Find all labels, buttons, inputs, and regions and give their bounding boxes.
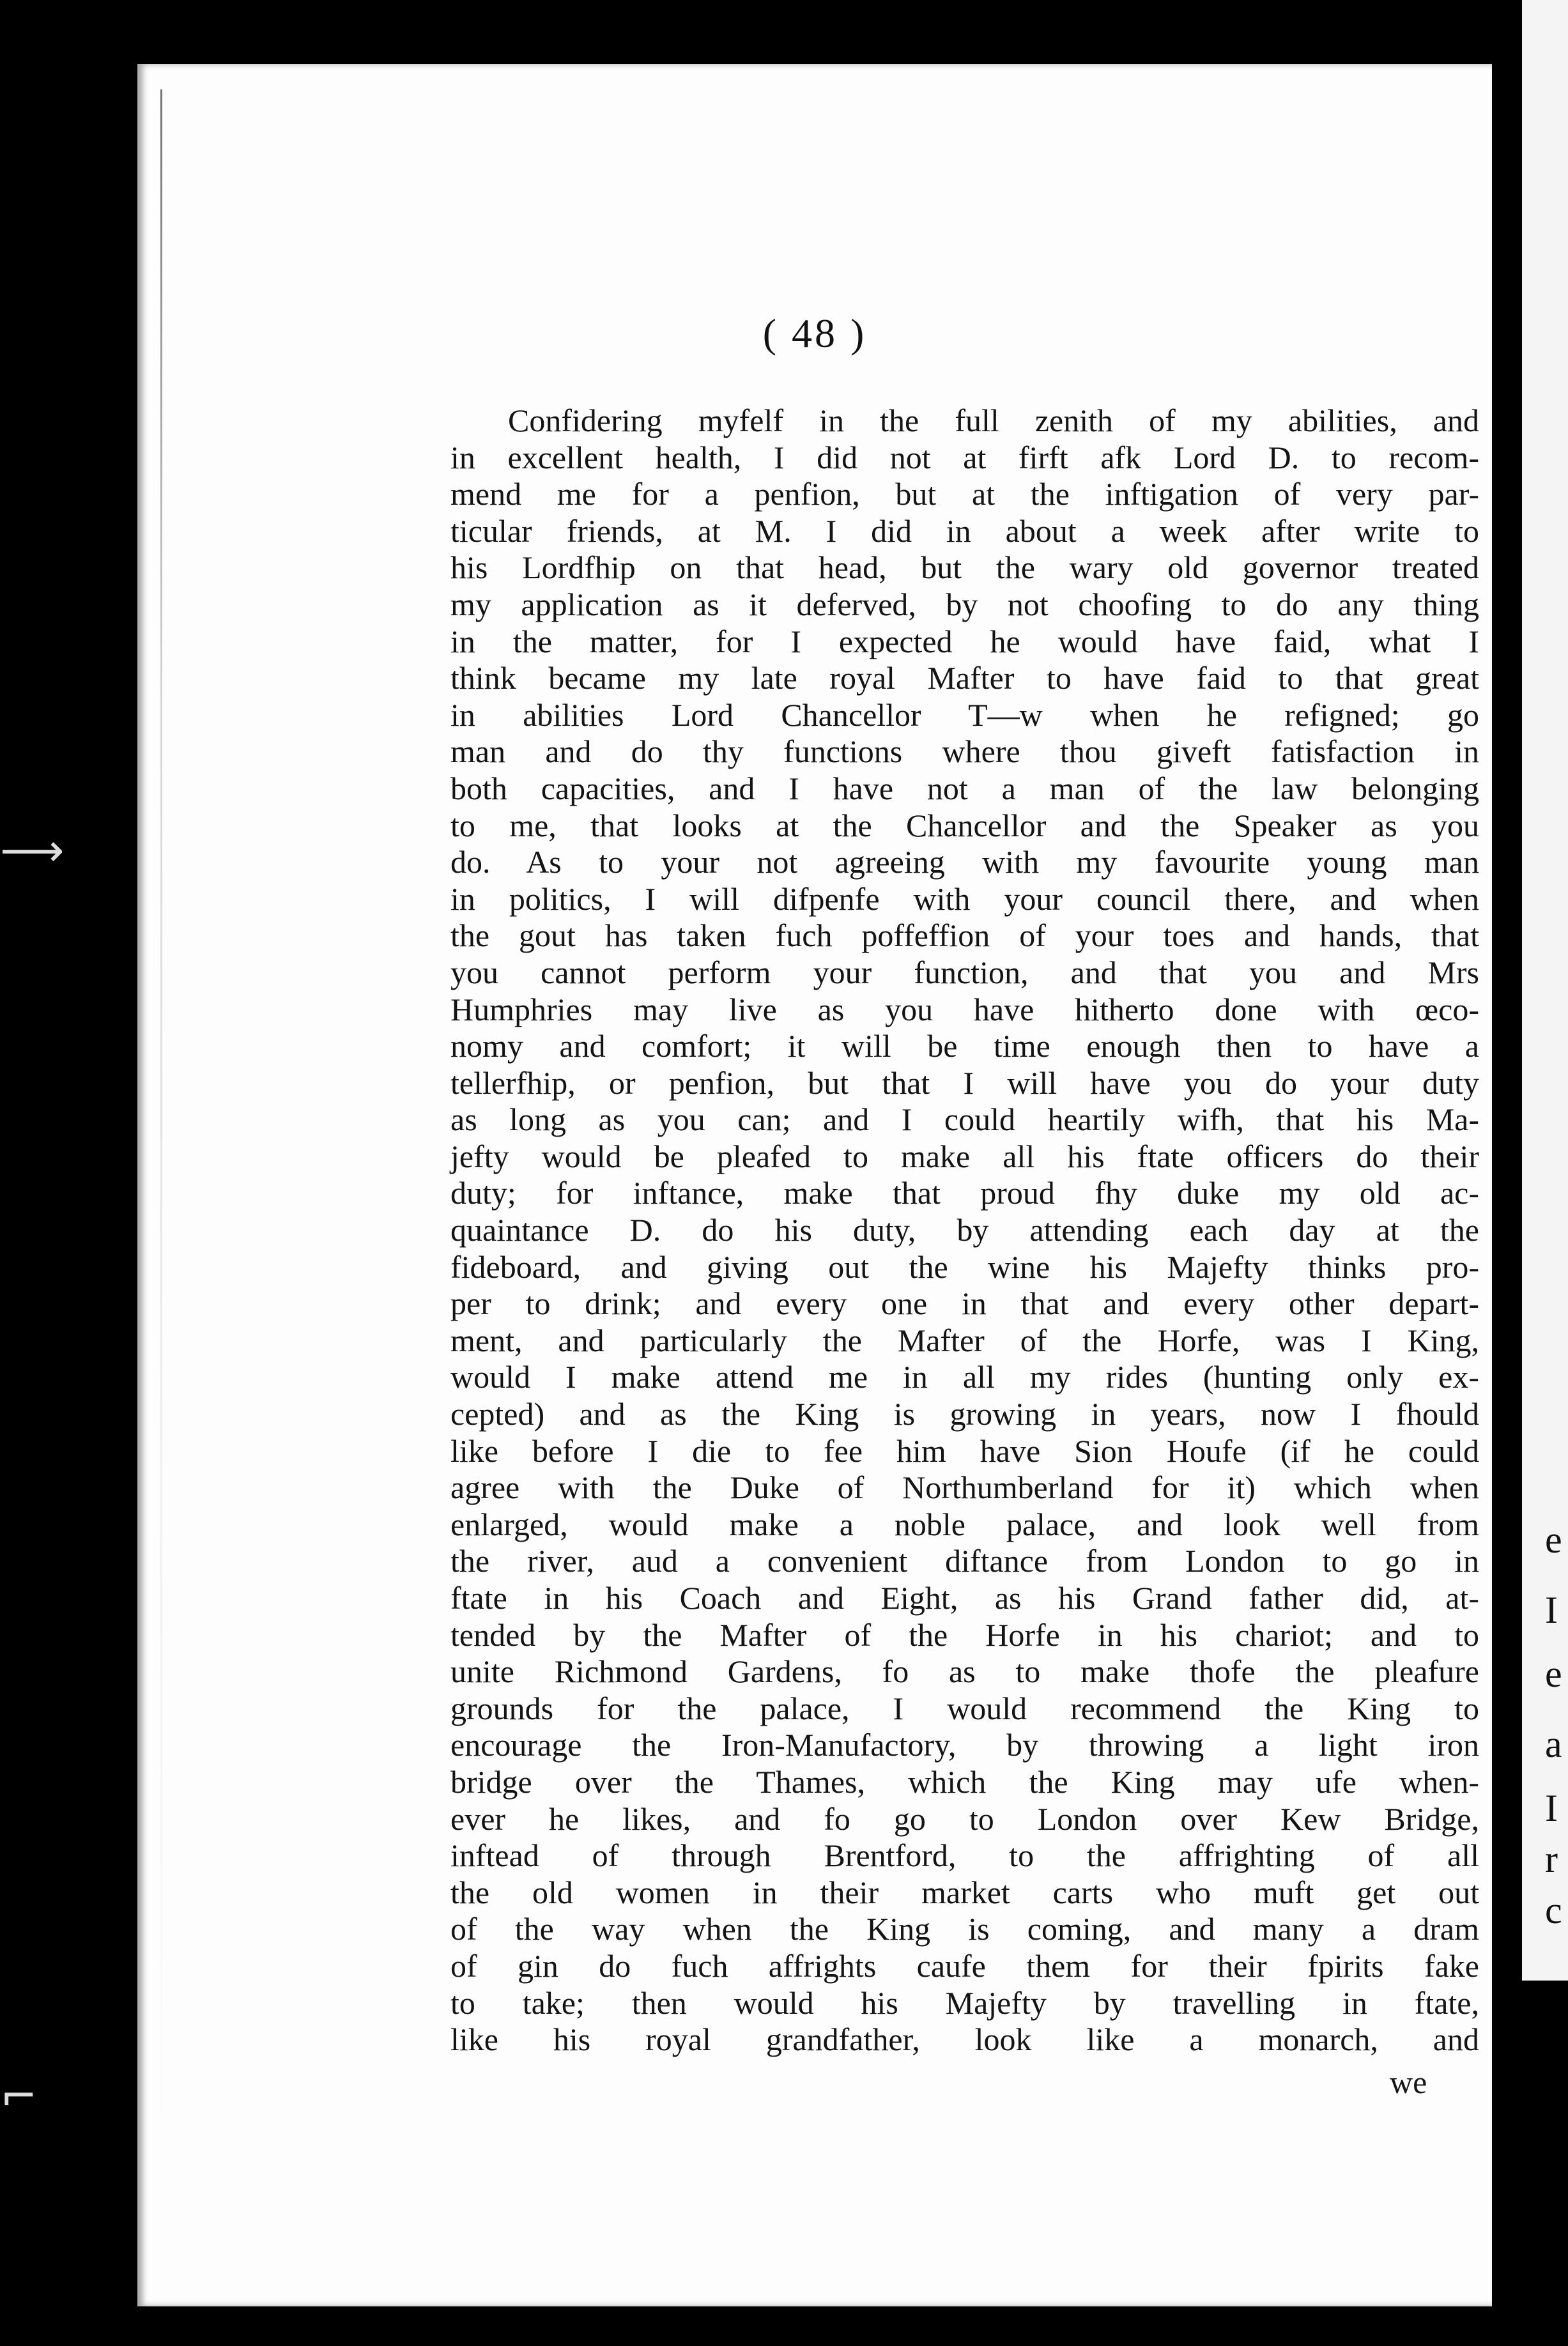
text-line: of the way when the King is coming, and many a dram xyxy=(450,1911,1479,1947)
text-line: Humphries may live as you have hitherto done with œco- xyxy=(450,991,1479,1027)
text-line: fideboard, and giving out the wine his Majefty thinks pro- xyxy=(450,1248,1479,1285)
text-line: jefty would be pleafed to make all his ftate officers do their xyxy=(450,1138,1479,1174)
facing-page-edge xyxy=(1522,0,1568,1981)
facing-page-fragment: r xyxy=(1545,1838,1558,1880)
facing-page-fragment: c xyxy=(1545,1889,1562,1931)
text-line: quaintance D. do his duty, by attending each day at the xyxy=(450,1212,1479,1248)
text-line: duty; for inftance, make that proud fhy duke my old ac- xyxy=(450,1175,1479,1211)
text-line: like his royal grandfather, look like a monarch, and xyxy=(450,2021,1479,2058)
text-line: do. As to your not agreeing with my favourite young man xyxy=(450,844,1479,880)
text-line: of gin do fuch affrights caufe them for their fpirits fake xyxy=(450,1947,1479,1984)
text-line: both capacities, and I have not a man of the law belonging xyxy=(450,770,1479,806)
text-line: you cannot perform your function, and that you and Mrs xyxy=(450,954,1479,990)
text-line: man and do thy functions where thou giveft fatisfaction in xyxy=(450,733,1479,770)
text-line: think became my late royal Mafter to have faid to that great xyxy=(450,660,1479,696)
text-line: to take; then would his Majefty by travelling in ftate, xyxy=(450,1984,1479,2021)
text-line: tellerfhip, or penfion, but that I will have you do your duty xyxy=(450,1064,1479,1101)
text-line: grounds for the palace, I would recommend the King to xyxy=(450,1690,1479,1726)
margin-curl-mark: ⌐ xyxy=(0,2070,38,2122)
catchword: we xyxy=(1390,2064,1427,2100)
page-gutter-shadow xyxy=(160,89,162,2134)
text-line: ftate in his Coach and Eight, as his Grand father did, at- xyxy=(450,1580,1479,1616)
facing-page-fragment: I xyxy=(1545,1787,1558,1829)
text-line: ever he likes, and fo go to London over Kew Bridge, xyxy=(450,1800,1479,1837)
text-line: ment, and particularly the Mafter of the Horfe, was I King, xyxy=(450,1322,1479,1358)
text-line: would I make attend me in all my rides (hunting only ex- xyxy=(450,1359,1479,1395)
text-line: tended by the Mafter of the Horfe in his chariot; and to xyxy=(450,1616,1479,1653)
text-line: like before I die to fee him have Sion Houfe (if he could xyxy=(450,1432,1479,1469)
text-line: ticular friends, at M. I did in about a week after write to xyxy=(450,512,1479,549)
text-line: Confidering myfelf in the full zenith of my abilities, and xyxy=(508,402,1479,438)
text-line: my application as it deferved, by not choofing to do any thing xyxy=(450,586,1479,622)
text-line: the gout has taken fuch poffeffion of your toes and hands, that xyxy=(450,917,1479,954)
text-line: in excellent health, I did not at firft afk Lord D. to recom- xyxy=(450,439,1479,475)
page-number: ( 48 ) xyxy=(762,310,867,356)
text-line: the river, aud a convenient diftance from London to go in xyxy=(450,1543,1479,1579)
text-line: unite Richmond Gardens, fo as to make thofe the pleafure xyxy=(450,1653,1479,1690)
text-line: cepted) and as the King is growing in years, now I fhould xyxy=(450,1396,1479,1432)
text-line: to me, that looks at the Chancellor and the Speaker as you xyxy=(450,807,1479,843)
body-text xyxy=(450,402,1479,2058)
text-line: inftead of through Brentford, to the affrighting of all xyxy=(450,1837,1479,1874)
book-page xyxy=(137,64,1492,2306)
text-line: per to drink; and every one in that and every other depart- xyxy=(450,1285,1479,1322)
text-line: in abilities Lord Chancellor T—w when he refigned; go xyxy=(450,696,1479,733)
text-line: encourage the Iron-Manufactory, by throwing a light iron xyxy=(450,1727,1479,1763)
facing-page-fragment: e xyxy=(1545,1519,1562,1561)
text-line: agree with the Duke of Northumberland for it) which when xyxy=(450,1469,1479,1506)
facing-page-fragment: I xyxy=(1545,1589,1558,1631)
facing-page-fragment: a xyxy=(1545,1723,1562,1765)
facing-page-fragment: e xyxy=(1545,1653,1562,1695)
text-line: enlarged, would make a noble palace, and look well from xyxy=(450,1506,1479,1542)
text-line: his Lordfhip on that head, but the wary old governor treated xyxy=(450,549,1479,586)
text-line: the old women in their market carts who muft get out xyxy=(450,1874,1479,1910)
text-line: mend me for a penfion, but at the inftigation of very par- xyxy=(450,476,1479,512)
text-line: as long as you can; and I could heartily wifh, that his Ma- xyxy=(450,1101,1479,1138)
text-line: nomy and comfort; it will be time enough then to have a xyxy=(450,1028,1479,1064)
text-line: in politics, I will difpenfe with your council there, and when xyxy=(450,880,1479,917)
text-line: in the matter, for I expected he would have faid, what I xyxy=(450,623,1479,659)
margin-arrow-mark: ⟶ xyxy=(0,824,65,877)
text-line: bridge over the Thames, which the King may ufe when- xyxy=(450,1763,1479,1800)
